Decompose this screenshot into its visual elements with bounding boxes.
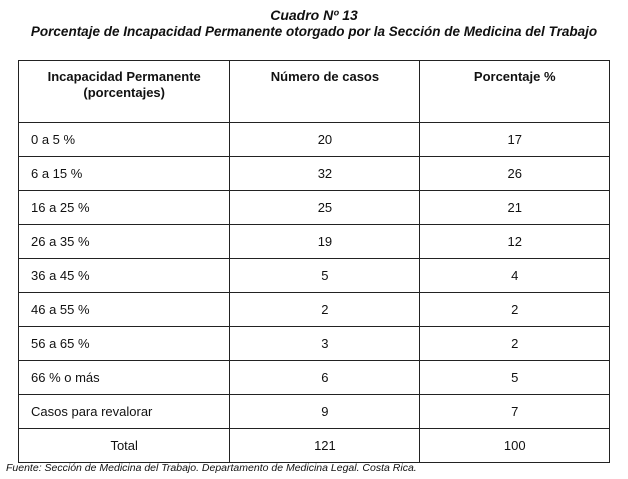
row-percent: 5 <box>420 361 610 395</box>
row-label: 36 a 45 % <box>19 259 230 293</box>
row-percent: 26 <box>420 157 610 191</box>
row-label: 0 a 5 % <box>19 123 230 157</box>
row-percent: 21 <box>420 191 610 225</box>
header-incapacidad-line1: Incapacidad Permanente <box>47 69 201 84</box>
row-cases: 25 <box>230 191 420 225</box>
row-cases: 2 <box>230 293 420 327</box>
header-incapacidad <box>19 61 230 123</box>
row-percent: 7 <box>420 395 610 429</box>
header-numero-casos: Número de casos <box>230 61 420 123</box>
row-percent: 12 <box>420 225 610 259</box>
row-label: 6 a 15 % <box>19 157 230 191</box>
data-table <box>18 60 610 463</box>
table-row <box>19 327 610 361</box>
total-cases: 121 <box>230 429 420 463</box>
source-note: Fuente: Sección de Medicina del Trabajo. Departamento de Medicina Legal. Costa Rica. <box>6 462 417 474</box>
table-row <box>19 395 610 429</box>
row-label: 16 a 25 % <box>19 191 230 225</box>
header-incapacidad-line2: (porcentajes) <box>83 85 165 100</box>
total-row <box>19 429 610 463</box>
row-cases: 32 <box>230 157 420 191</box>
row-label: 46 a 55 % <box>19 293 230 327</box>
row-label: Casos para revalorar <box>19 395 230 429</box>
table-row <box>19 123 610 157</box>
row-label: 66 % o más <box>19 361 230 395</box>
row-cases: 5 <box>230 259 420 293</box>
row-percent: 4 <box>420 259 610 293</box>
table-row <box>19 361 610 395</box>
table-row <box>19 293 610 327</box>
total-label: Total <box>19 429 230 463</box>
row-cases: 3 <box>230 327 420 361</box>
row-cases: 19 <box>230 225 420 259</box>
row-label: 26 a 35 % <box>19 225 230 259</box>
row-percent: 2 <box>420 327 610 361</box>
row-cases: 20 <box>230 123 420 157</box>
row-percent: 17 <box>420 123 610 157</box>
table-row <box>19 191 610 225</box>
row-cases: 9 <box>230 395 420 429</box>
total-percent: 100 <box>420 429 610 463</box>
row-label: 56 a 65 % <box>19 327 230 361</box>
header-row <box>19 61 610 123</box>
table-subtitle: Porcentaje de Incapacidad Permanente otorgado por la Sección de Medicina del Trabajo <box>30 24 598 39</box>
row-percent: 2 <box>420 293 610 327</box>
row-cases: 6 <box>230 361 420 395</box>
table-row <box>19 157 610 191</box>
header-porcentaje: Porcentaje % <box>420 61 610 123</box>
table-row <box>19 225 610 259</box>
table-row <box>19 259 610 293</box>
table-title: Cuadro Nº 13 <box>270 7 358 23</box>
